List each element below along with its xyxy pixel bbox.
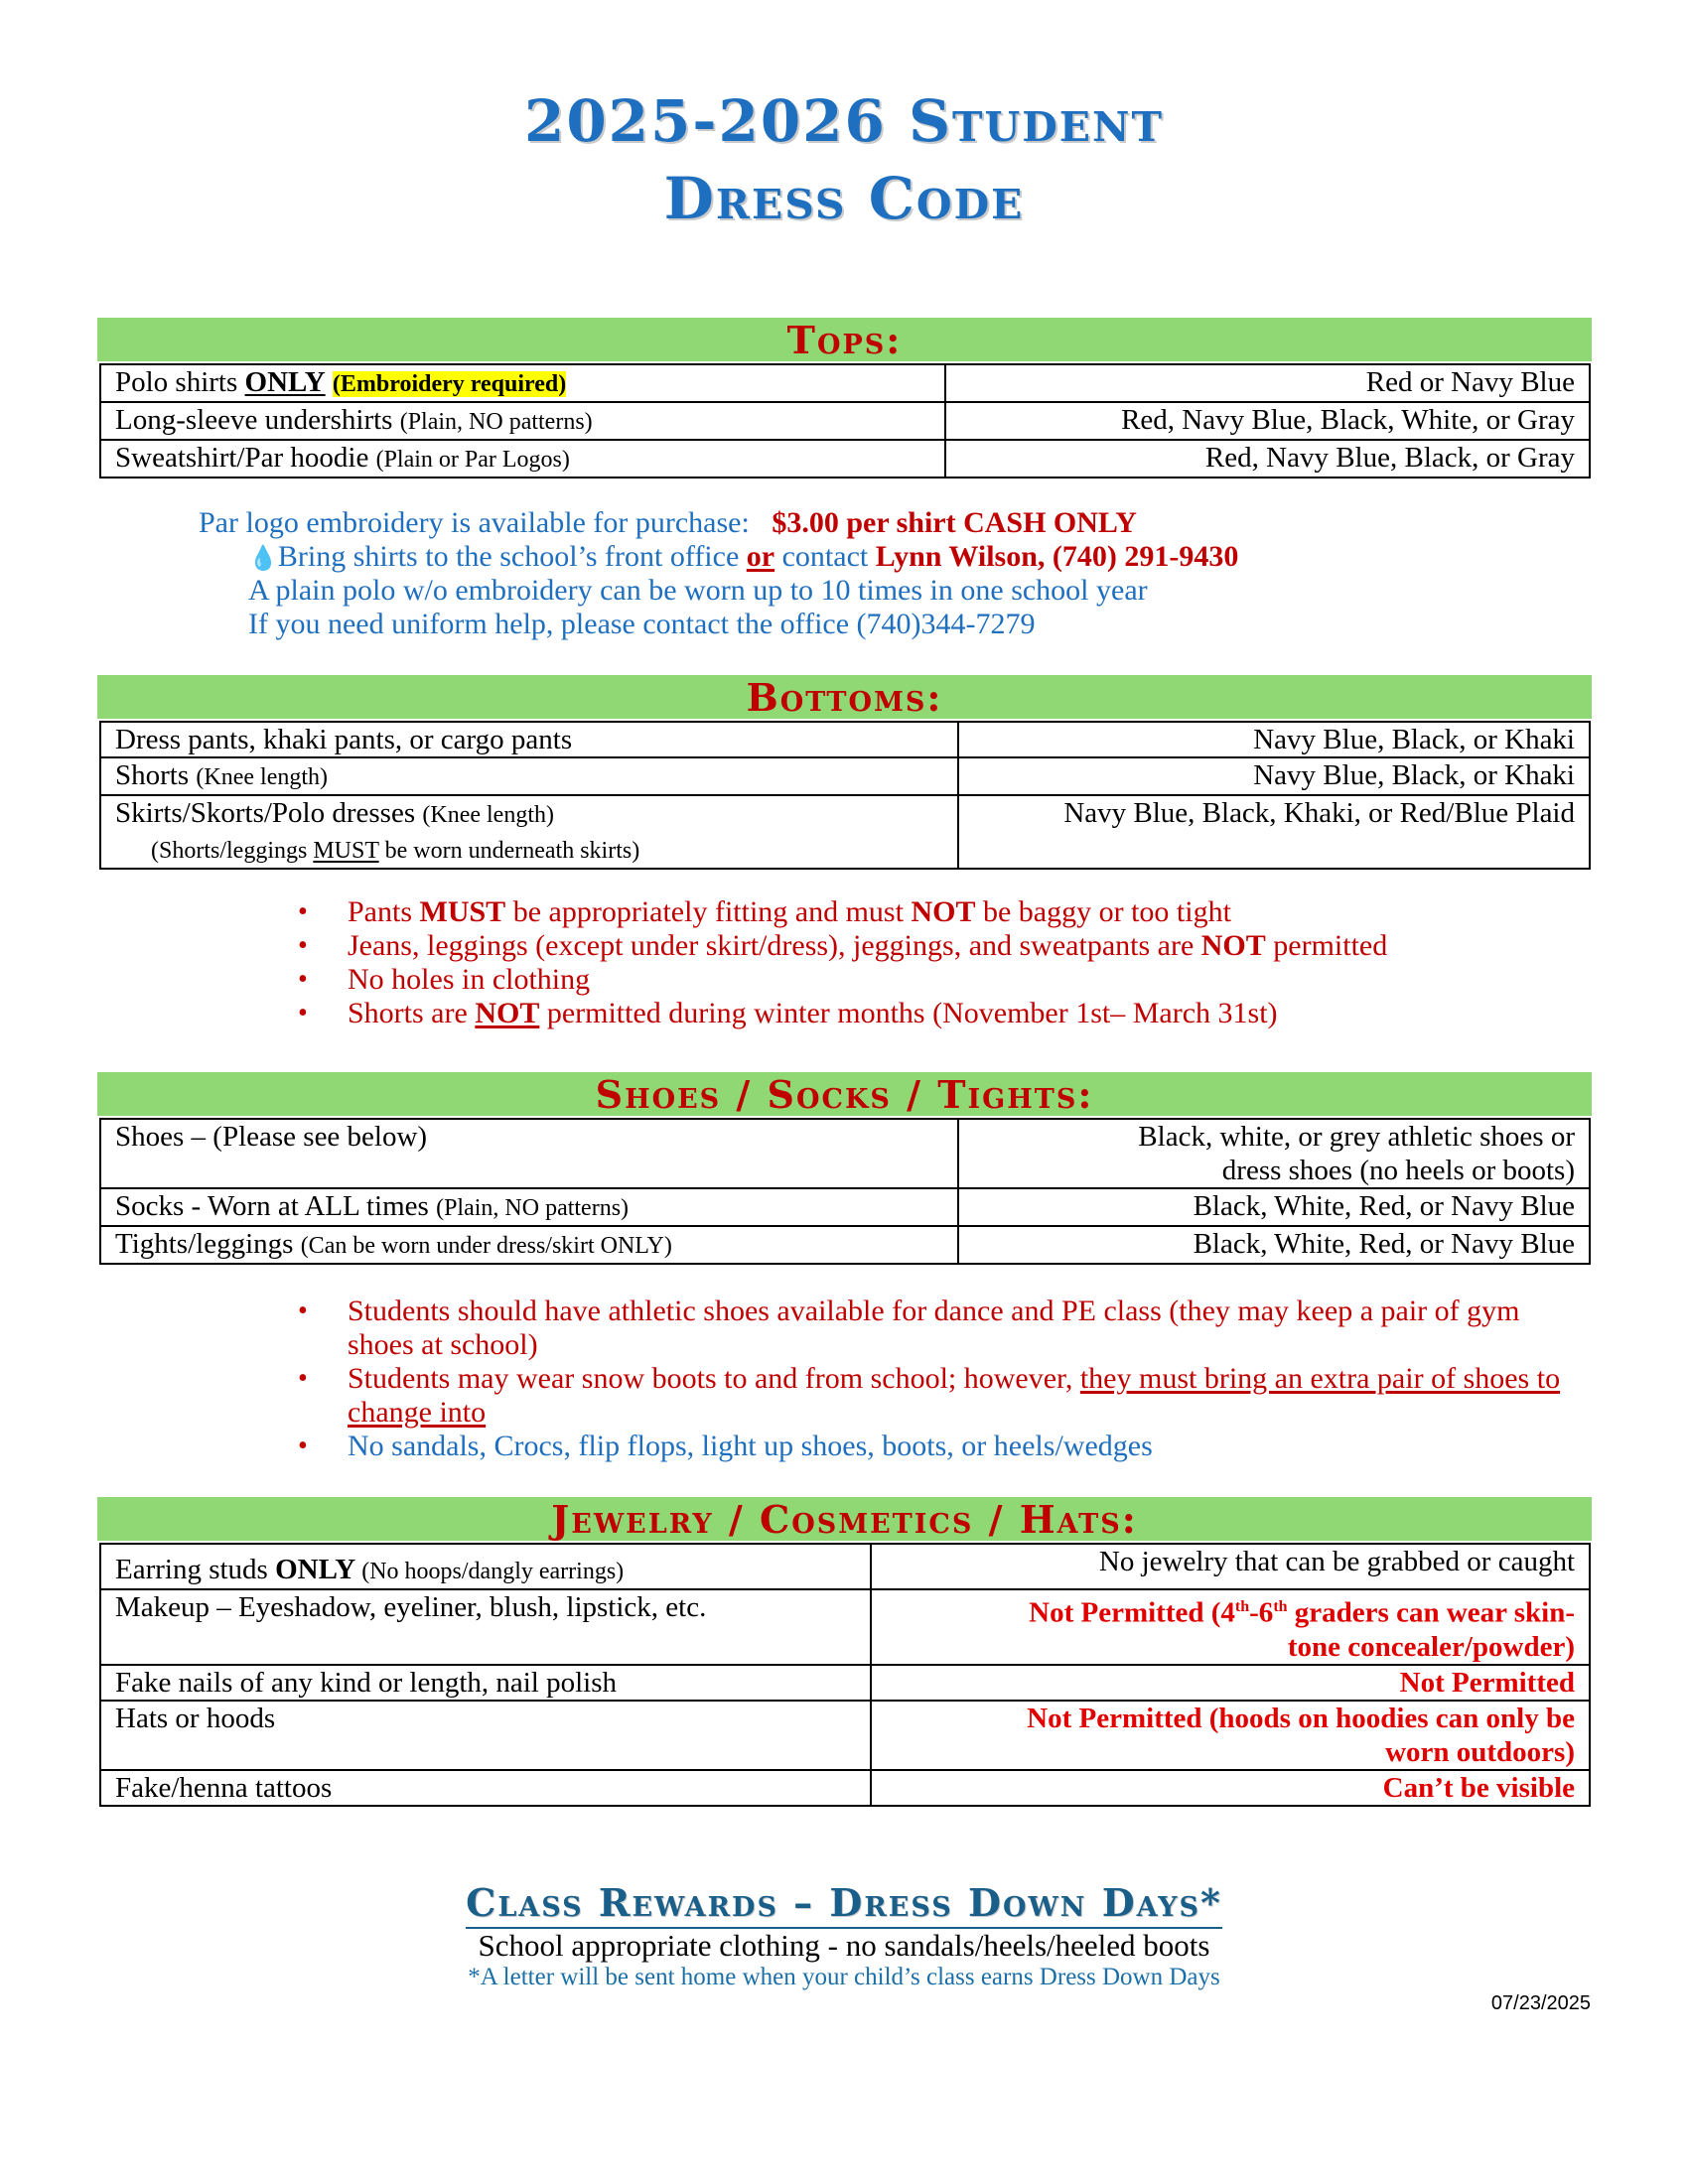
cell-text: dress shoes (no heels or boots) [1221,1155,1575,1186]
table-cell: Red, Navy Blue, Black, White, or Gray [945,402,1590,440]
table-cell [871,1701,1590,1770]
table-cell [100,440,945,478]
cell-note: (Knee length) [196,764,328,790]
cell-note: (Plain, NO patterns) [436,1195,630,1221]
table-cell [958,1119,1590,1188]
embroidery-info-line-3: A plain polo w/o embroidery can be worn up to 10 times in one school year [248,574,1148,607]
cell-emphasis: ONLY [275,1554,356,1585]
cell-note: (Knee length) [422,802,554,828]
table-cell [100,1226,958,1264]
cell-text: Socks - Worn at ALL times [115,1190,437,1222]
info-text: Par logo embroidery is available for purchase: [199,506,750,539]
cell-text: Long-sleeve undershirts [115,404,400,436]
table-cell: Black, White, Red, or Navy Blue [958,1188,1590,1226]
cell-text: Polo shirts [115,366,245,398]
cell-text: tone concealer/powder) [1287,1630,1575,1663]
rule-text: permitted [1265,929,1388,962]
tops-header-text: Tops: [786,318,903,362]
note-emphasis: MUST [313,838,379,864]
table-cell [100,364,945,402]
table-cell: Navy Blue, Black, Khaki, or Red/Blue Plaid [958,795,1590,869]
page-title [0,81,1688,161]
rule-text: Students may wear snow boots to and from school; however, [348,1362,1080,1395]
shoes-header-text: Shoes / Socks / Tights: [595,1072,1094,1117]
cell-note: (Can be worn under dress/skirt ONLY) [300,1233,672,1259]
list-item [298,929,1609,963]
embroidery-info-line-4: If you need uniform help, please contact the office (740)344-7279 [248,608,1036,640]
rewards-title-text: Class Rewards – Dress Down Days* [466,1880,1222,1929]
table-cell: Navy Blue, Black, or Khaki [958,722,1590,757]
table-cell: Fake/henna tattoos [100,1770,871,1806]
list-item: • No holes in clothing [298,963,1609,997]
rule-text: be appropriately fitting and must [505,895,912,928]
shoes-header [97,1072,1592,1116]
table-cell [871,1589,1590,1665]
cell-text: worn outdoors) [1385,1735,1575,1768]
rule-emphasis: MUST [419,895,506,928]
rule-emphasis: they must bring an extra pair of shoes to change into [348,1362,1561,1429]
rewards-line-1: School appropriate clothing - no sandals/heels/heeled boots [478,1928,1210,1963]
title-line-1: 2025-2026 Student [523,87,1165,155]
rule-text: Jeans, leggings (except under skirt/dress), jeggings, and sweatpants are [348,929,1201,962]
table-cell: Navy Blue, Black, or Khaki [958,757,1590,795]
list-item [298,895,1609,929]
title-line-2: Dress Code [663,165,1025,232]
cell-text: graders can wear skin- [1287,1596,1575,1629]
cell-text: Tights/leggings [115,1228,301,1260]
cell-text: -6 [1249,1596,1274,1629]
table-cell [100,795,958,869]
note-text: (Shorts/leggings [151,838,314,864]
list-item: • No sandals, Crocs, flip flops, light up shoes, boots, or heels/wedges [298,1430,1589,1463]
highlighted-note: (Embroidery required) [332,371,567,397]
table-row [100,1665,1590,1701]
table-cell: Red, Navy Blue, Black, or Gray [945,440,1590,478]
info-text: contact [774,540,876,573]
price-text: $3.00 per shirt CASH ONLY [772,506,1137,539]
table-row [100,1701,1590,1770]
rewards-title [0,1880,1688,1926]
cell-text: Shorts [115,759,197,791]
info-text: Bring shirts to the school’s front office [277,540,747,573]
cell-text: Earring studs [115,1554,276,1585]
shoes-table [99,1118,1591,1265]
table-cell: Black, White, Red, or Navy Blue [958,1226,1590,1264]
page-subtitle [0,159,1688,238]
table-cell: Shoes – (Please see below) [100,1119,958,1188]
table-cell: Hats or hoods [100,1701,871,1770]
table-cell [100,402,945,440]
table-row [100,722,1590,757]
cell-subnote [115,838,639,864]
note-text: be worn underneath skirts) [378,838,640,864]
rewards-line-2: *A letter will be sent home when your child’s class earns Dress Down Days [468,1964,1220,1990]
table-cell [100,757,958,795]
list-item: • Students should have athletic shoes available for dance and PE class (they may keep a pair of gym shoes at school) [298,1295,1589,1362]
superscript: th [1234,1598,1250,1615]
rule-text: Pants [348,895,420,928]
tops-header [97,318,1592,361]
table-row [100,1188,1590,1226]
rule-text: be baggy or too tight [975,895,1231,928]
table-cell [100,1544,871,1589]
rule-text: Shorts are [348,997,476,1029]
table-cell: Makeup – Eyeshadow, eyeliner, blush, lipstick, etc. [100,1589,871,1665]
rule-emphasis: NOT [1200,929,1266,962]
table-row [100,364,1590,402]
cell-text: Not Permitted (hoods on hoodies can only be [1027,1702,1575,1734]
emphasis-text: ONLY [244,366,326,398]
shoes-rules-list [298,1295,1589,1463]
cell-text: Skirts/Skorts/Polo dresses [115,797,423,829]
table-cell: Can’t be visible [871,1770,1590,1806]
rule-emphasis: NOT [475,997,540,1029]
superscript: th [1273,1598,1288,1615]
table-row [100,402,1590,440]
contact-text: Lynn Wilson, (740) 291-9430 [875,540,1239,573]
table-cell: No jewelry that can be grabbed or caught [871,1544,1590,1589]
cell-text: Black, white, or grey athletic shoes or [1138,1121,1575,1153]
list-item [298,1362,1589,1430]
bottoms-header-text: Bottoms: [746,675,943,720]
water-drop-icon: 💧 [248,546,278,572]
cell-note: (No hoops/dangly earrings) [355,1559,625,1584]
table-row [100,757,1590,795]
jewelry-table [99,1543,1591,1807]
document-date: 07/23/2025 [1490,1992,1591,2014]
table-row [100,795,1590,869]
bottoms-table [99,721,1591,870]
or-text: or [746,540,775,573]
table-cell: Fake nails of any kind or length, nail polish [100,1665,871,1701]
table-cell: Dress pants, khaki pants, or cargo pants [100,722,958,757]
cell-text: Sweatshirt/Par hoodie [115,442,376,474]
table-cell [100,1188,958,1226]
bottoms-rules-list [298,895,1609,1030]
table-row [100,1544,1590,1589]
jewelry-header [97,1497,1592,1541]
rule-text: permitted during winter months (November 1st– March 31st) [539,997,1278,1029]
table-row [100,1119,1590,1188]
table-row [100,1589,1590,1665]
tops-table [99,363,1591,478]
embroidery-info-line-1 [199,506,1137,540]
embroidery-info-line-2 [248,540,1238,576]
table-row [100,440,1590,478]
rule-emphasis: NOT [911,895,976,928]
jewelry-header-text: Jewelry / Cosmetics / Hats: [551,1497,1138,1542]
table-row [100,1770,1590,1806]
table-cell: Red or Navy Blue [945,364,1590,402]
bottoms-header [97,675,1592,719]
table-row [100,1226,1590,1264]
cell-note: (Plain or Par Logos) [375,447,570,473]
list-item [298,997,1609,1030]
cell-text: Not Permitted (4 [1029,1596,1235,1629]
cell-note: (Plain, NO patterns) [399,409,593,435]
table-cell: Not Permitted [871,1665,1590,1701]
